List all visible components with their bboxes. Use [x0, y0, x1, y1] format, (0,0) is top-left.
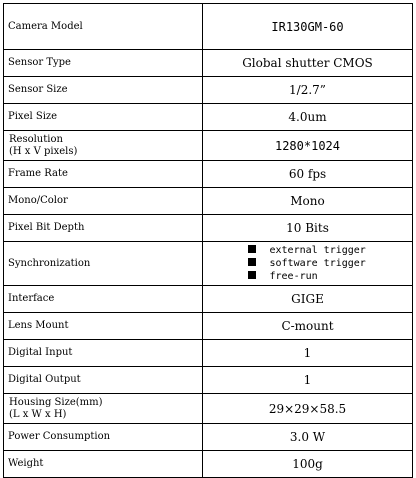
- interface-label: Interface: [4, 286, 203, 313]
- resolution-label-line1: Resolution: [9, 133, 63, 145]
- camera-model-label: Camera Model: [4, 4, 203, 50]
- table-row: [4, 242, 413, 286]
- sensor-size-value: 1/2.7”: [203, 77, 413, 104]
- square-bullet-icon: [248, 245, 256, 253]
- resolution-value: 1280*1024: [203, 131, 413, 161]
- housing-size-label-line1: Housing Size(mm): [9, 396, 103, 408]
- table-row: [4, 131, 413, 161]
- housing-size-label-line2: (L x W x H): [9, 408, 67, 420]
- interface-value: GIGE: [203, 286, 413, 313]
- table-row: [4, 394, 413, 424]
- housing-size-value: 29×29×58.5: [203, 394, 413, 424]
- pixel-bit-depth-label: Pixel Bit Depth: [4, 215, 203, 242]
- table-row: [4, 340, 413, 367]
- sync-option-software-trigger: software trigger: [269, 258, 366, 269]
- table-row: [4, 188, 413, 215]
- resolution-label-line2: (H x V pixels): [9, 145, 78, 157]
- power-consumption-label: Power Consumption: [4, 424, 203, 451]
- frame-rate-value: 60 fps: [203, 161, 413, 188]
- table-row: [4, 215, 413, 242]
- table-row: [4, 451, 413, 478]
- table-row: [4, 367, 413, 394]
- lens-mount-value: C-mount: [203, 313, 413, 340]
- pixel-size-label: Pixel Size: [4, 104, 203, 131]
- table-row: [4, 161, 413, 188]
- table-row: [4, 313, 413, 340]
- digital-output-value: 1: [203, 367, 413, 394]
- square-bullet-icon: [248, 258, 256, 266]
- list-item: [248, 244, 368, 257]
- weight-label: Weight: [4, 451, 203, 478]
- sensor-type-label: Sensor Type: [4, 50, 203, 77]
- sync-option-free-run: free-run: [269, 271, 318, 282]
- weight-value: 100g: [203, 451, 413, 478]
- pixel-size-value: 4.0um: [203, 104, 413, 131]
- list-item: [248, 270, 368, 283]
- synchronization-label: Synchronization: [4, 242, 203, 286]
- power-consumption-value: 3.0 W: [203, 424, 413, 451]
- table-row: [4, 286, 413, 313]
- pixel-bit-depth-value: 10 Bits: [203, 215, 413, 242]
- digital-output-label: Digital Output: [4, 367, 203, 394]
- table-row: [4, 77, 413, 104]
- table-row: [4, 104, 413, 131]
- frame-rate-label: Frame Rate: [4, 161, 203, 188]
- digital-input-label: Digital Input: [4, 340, 203, 367]
- list-item: [248, 257, 368, 270]
- table-row: [4, 50, 413, 77]
- square-bullet-icon: [248, 271, 256, 279]
- sensor-type-value: Global shutter CMOS: [203, 50, 413, 77]
- resolution-label: [4, 131, 203, 161]
- camera-model-value: IR130GM-60: [203, 4, 413, 50]
- synchronization-value: [203, 242, 413, 286]
- mono-color-label: Mono/Color: [4, 188, 203, 215]
- table-row: [4, 4, 413, 50]
- synchronization-options: [248, 244, 368, 283]
- camera-spec-table: [3, 3, 413, 478]
- sync-option-external-trigger: external trigger: [269, 245, 366, 256]
- housing-size-label: [4, 394, 203, 424]
- lens-mount-label: Lens Mount: [4, 313, 203, 340]
- table-row: [4, 424, 413, 451]
- digital-input-value: 1: [203, 340, 413, 367]
- mono-color-value: Mono: [203, 188, 413, 215]
- sensor-size-label: Sensor Size: [4, 77, 203, 104]
